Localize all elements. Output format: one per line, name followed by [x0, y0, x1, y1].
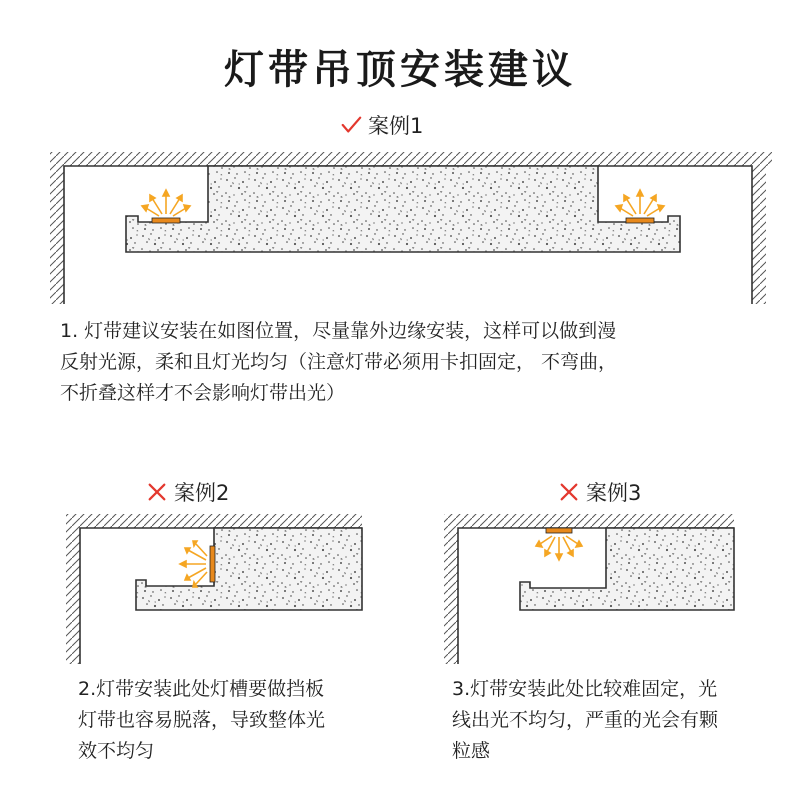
case-2-light-rays — [180, 541, 207, 587]
case-3-light-rays — [536, 536, 582, 560]
case-1-ceiling-body — [126, 166, 680, 252]
case-1-led-strip-right — [626, 218, 654, 223]
case-1-ceiling-hatch — [50, 152, 772, 166]
case-2-label — [146, 477, 229, 507]
case-1-left-wall-hatch — [50, 166, 64, 304]
case-3-description-line: 粒感 — [452, 740, 491, 762]
case-1-description-line: 1. 灯带建议安装在如图位置，尽量靠外边缘安装，这样可以做到漫 — [60, 320, 617, 342]
case-2-left-wall-hatch — [66, 528, 80, 664]
case-3-description — [452, 674, 772, 767]
case-2-diagram — [0, 510, 400, 670]
case-3-led-strip — [546, 528, 572, 533]
case-2-led-strip — [210, 546, 215, 582]
case-1-title: 案例1 — [368, 114, 424, 138]
case-3-description-line: 3.灯带安装此处比较难固定，光 — [452, 678, 718, 700]
case-1-label — [340, 110, 423, 140]
page-title: 灯带吊顶安装建议 — [224, 47, 576, 93]
case-3-description-line: 线出光不均匀，严重的光会有颗 — [452, 709, 719, 731]
check-icon — [340, 114, 362, 136]
case-2-title: 案例2 — [174, 481, 230, 505]
case-3-ceiling-hatch — [444, 514, 734, 528]
case-1-diagram — [0, 148, 800, 308]
case-3-left-wall-hatch — [444, 528, 458, 664]
case-1-description-line: 反射光源，柔和且灯光均匀（注意灯带必须用卡扣固定， 不弯曲， — [60, 351, 618, 373]
cross-icon — [146, 481, 168, 503]
case-2-ceiling-body — [136, 528, 362, 610]
case-2-description-line: 效不均匀 — [78, 740, 155, 762]
cross-icon — [558, 481, 580, 503]
case-1-description — [60, 316, 760, 409]
case-2-description-line: 2.灯带安装此处灯槽要做挡板 — [78, 678, 325, 700]
case-2-ceiling-hatch — [66, 514, 362, 528]
case-3-diagram — [400, 510, 800, 670]
case-3-ceiling-body — [520, 528, 734, 610]
case-3-label — [558, 477, 641, 507]
case-2-description-line: 灯带也容易脱落，导致整体光 — [78, 709, 326, 731]
case-1-right-wall-hatch — [752, 166, 766, 304]
case-2-description — [78, 674, 378, 767]
case-1-light-rays-left — [142, 190, 190, 216]
case-3-title: 案例3 — [586, 481, 642, 505]
case-1-led-strip-left — [152, 218, 180, 223]
case-1-description-line: 不折叠这样才不会影响灯带出光） — [60, 382, 346, 404]
case-1-light-rays-right — [616, 190, 664, 216]
